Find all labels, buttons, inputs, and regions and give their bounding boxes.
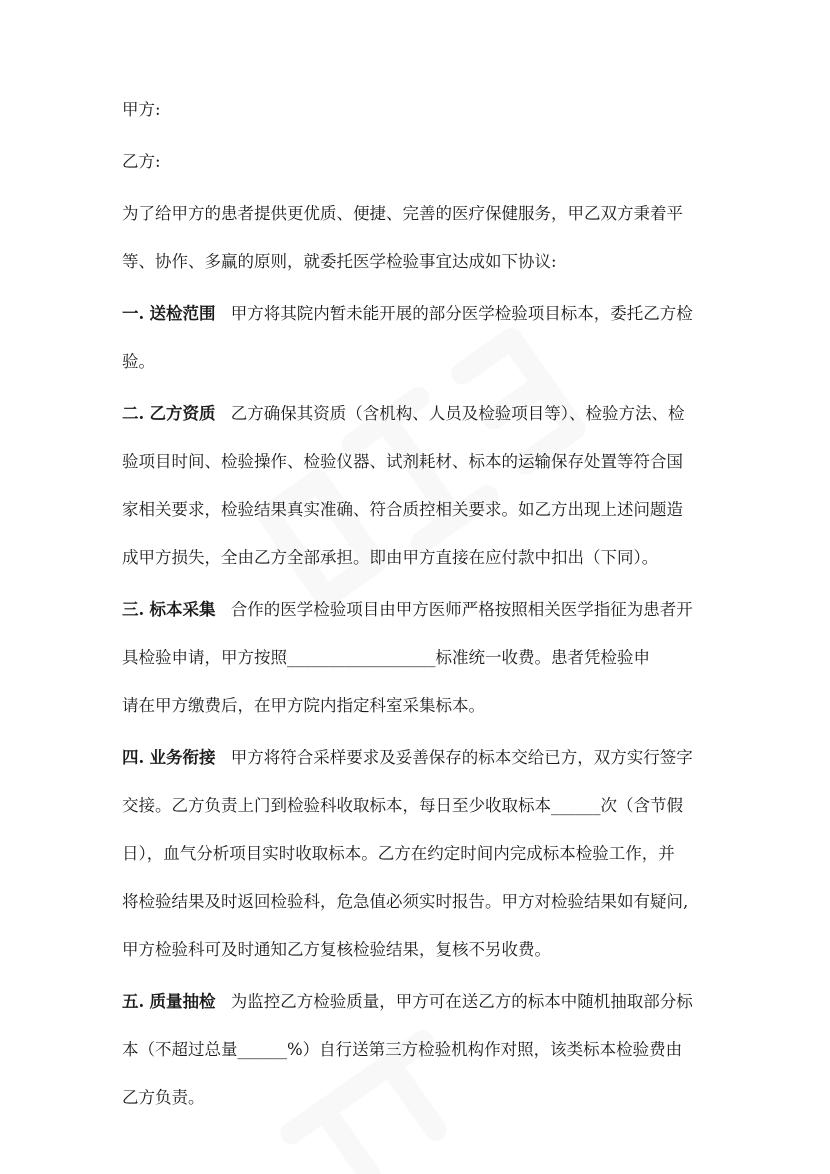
section-4-line: 交接。乙方负责上门到检验科收取标本，每日至少收取标本______次（含节假 (122, 796, 683, 815)
section-text: 乙方确保其资质（含机构、人员及检验项目等）、检验方法、检 (230, 404, 685, 423)
section-title: 乙方资质 (149, 404, 216, 423)
section-2-line: 成甲方损失，全由乙方全部承担。即由甲方直接在应付款中扣出（下同）。 (122, 548, 659, 567)
section-title: 质量抽检 (149, 992, 216, 1011)
section-number: 三. (122, 600, 145, 619)
party-b-label: 乙方: (122, 152, 161, 171)
section-title: 标本采集 (149, 600, 216, 619)
section-number: 一. (122, 304, 145, 323)
section-title: 业务衔接 (149, 748, 216, 767)
section-text: 甲方将符合采样要求及妥善保存的标本交给已方，双方实行签字 (230, 748, 693, 767)
section-number: 二. (122, 404, 145, 423)
section-4-line: 日），血气分析项目实时收取标本。乙方在约定时间内完成标本检验工作，并 (122, 844, 675, 863)
section-title: 送检范围 (149, 304, 216, 323)
section-number: 四. (122, 748, 145, 767)
section-5-line: 乙方负责。 (122, 1088, 205, 1107)
section-1-line: 验。 (122, 352, 155, 371)
section-2-heading-line (122, 402, 714, 426)
section-text: 合作的医学检验项目由甲方医师严格按照相关医学指征为患者开 (230, 600, 693, 619)
section-5-heading-line (122, 990, 714, 1014)
section-4-line: 甲方检验科可及时通知乙方复核检验结果，复核不另收费。 (122, 940, 551, 959)
section-number: 五. (122, 992, 145, 1011)
section-text: 为监控乙方检验质量，甲方可在送乙方的标本中随机抽取部分标 (230, 992, 693, 1011)
section-4-heading-line (122, 746, 714, 770)
section-3-line: 具检验申请，甲方按照__________________标准统一收费。患者凭检验申 (122, 648, 650, 667)
section-text: 甲方将其院内暂未能开展的部分医学检验项目标本，委托乙方检 (230, 304, 693, 323)
party-b-line (122, 150, 714, 174)
agreement-body (122, 98, 714, 1138)
section-5-line: 本（不超过总量______%）自行送第三方检验机构作对照，该类标本检验费由 (122, 1040, 683, 1059)
section-2-line: 验项目时间、检验操作、检验仪器、试剂耗材、标本的运输保存处置等符合国 (122, 452, 683, 471)
section-3-line: 请在甲方缴费后，在甲方院内指定科室采集标本。 (122, 696, 485, 715)
party-a-label: 甲方: (122, 100, 161, 119)
intro-line: 等、协作、多赢的原则，就委托医学检验事宜达成如下协议: (122, 252, 557, 271)
party-a-line (122, 98, 714, 122)
section-1-heading-line (122, 302, 714, 326)
section-3-heading-line (122, 598, 714, 622)
section-2-line: 家相关要求，检验结果真实准确、符合质控相关要求。如乙方出现上述问题造 (122, 500, 683, 519)
intro-line: 为了给甲方的患者提供更优质、便捷、完善的医疗保健服务，甲乙双方秉着平 (122, 204, 683, 223)
section-4-line: 将检验结果及时返回检验科，危急值必须实时报告。甲方对检验结果如有疑问, (122, 892, 689, 911)
